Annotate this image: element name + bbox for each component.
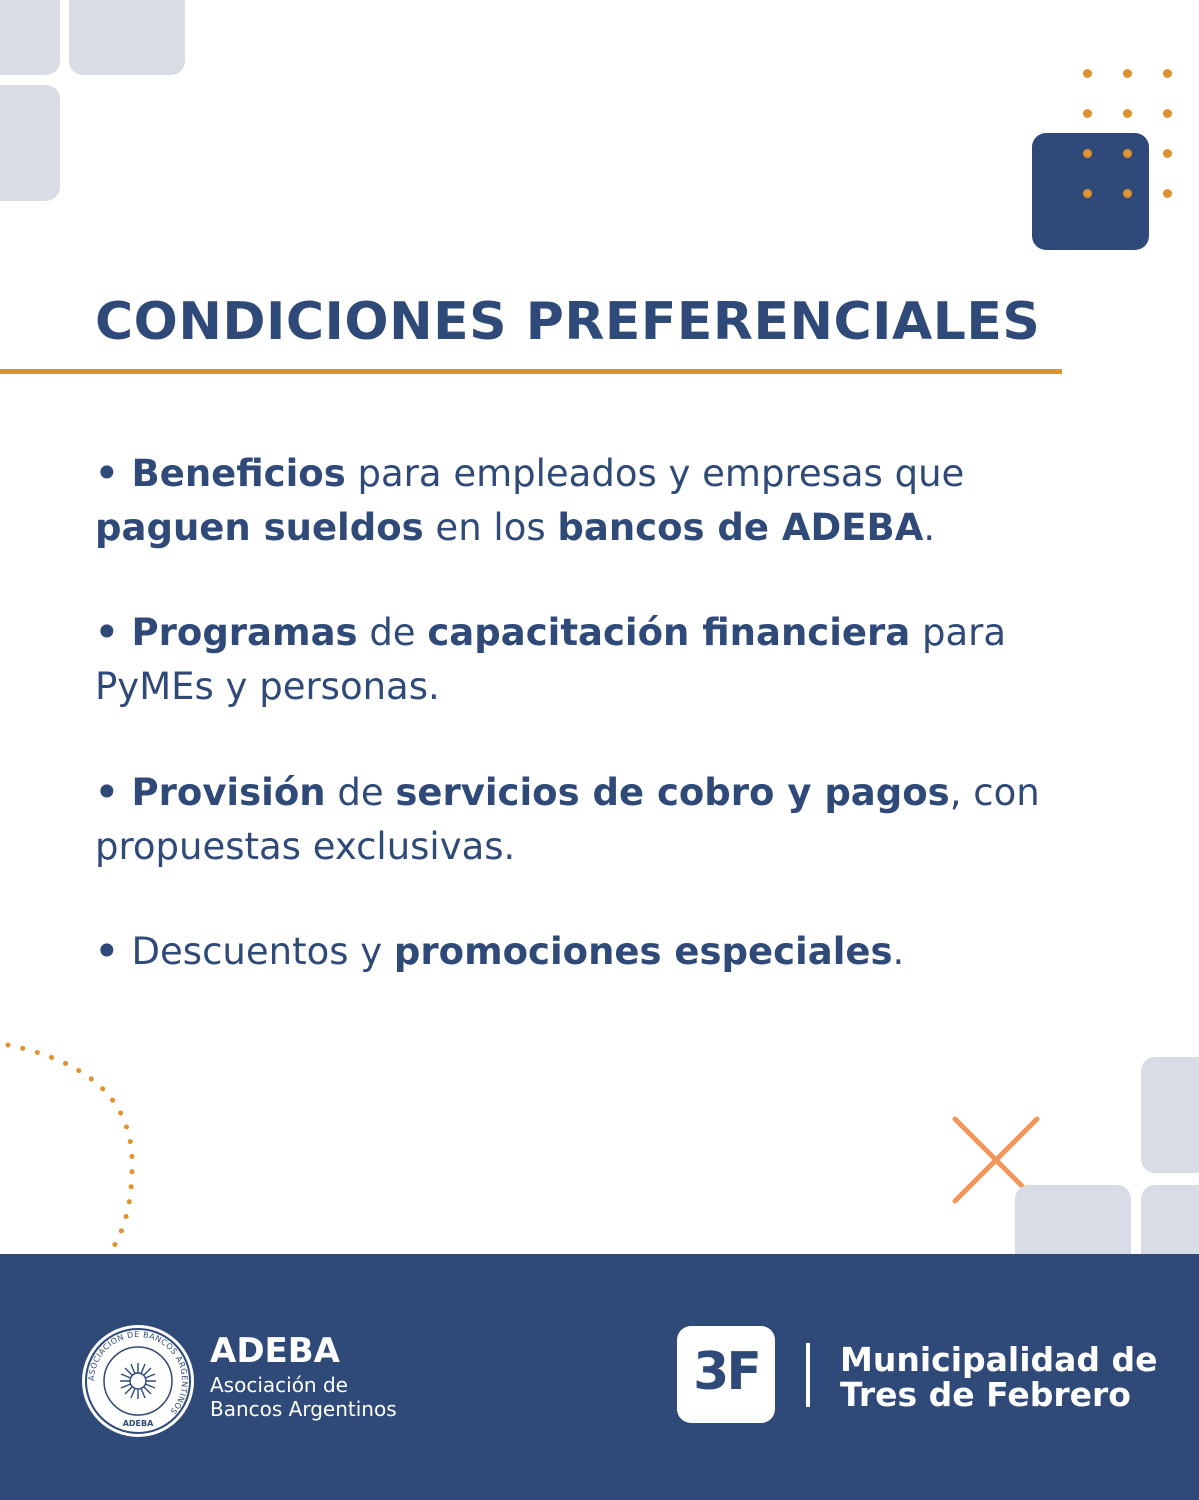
adeba-seal-icon — [80, 1323, 196, 1439]
body-text: , con propuestas exclusivas. — [95, 771, 1040, 868]
emphasis-text: paguen sueldos — [95, 506, 424, 549]
deco-square-top-left-c — [0, 85, 60, 201]
deco-square-top-left-a — [0, 0, 60, 75]
bullet-icon: • — [95, 771, 132, 814]
body-text: de — [357, 611, 428, 654]
municipality-line-2: Tres de Febrero — [840, 1375, 1131, 1414]
deco-square-bottom-right-a — [1141, 1057, 1199, 1173]
emphasis-text: Provisión — [131, 771, 326, 814]
body-text: . — [892, 930, 905, 973]
seal-bottom-text: ADEBA — [122, 1419, 154, 1428]
body-text: en los — [423, 506, 558, 549]
bullet-icon: • — [95, 611, 132, 654]
adeba-name: ADEBA — [210, 1331, 340, 1371]
deco-square-top-left-b — [69, 0, 185, 75]
emphasis-text: capacitación financiera — [427, 611, 911, 654]
body-text: para PyMEs y personas. — [95, 611, 1007, 708]
body-text: . — [923, 506, 936, 549]
benefit-item-3 — [95, 766, 1075, 874]
tf-logo-text: 3F — [693, 1342, 759, 1402]
emphasis-text: Programas — [131, 611, 358, 654]
tres-de-febrero-logo-icon — [677, 1326, 775, 1423]
adeba-subtitle-line-2: Bancos Argentinos — [210, 1397, 397, 1421]
benefit-item-1 — [95, 447, 1075, 555]
emphasis-text: Beneficios — [131, 452, 346, 495]
title-underline — [0, 369, 1062, 374]
emphasis-text: servicios de cobro y pagos — [395, 771, 950, 814]
bullet-icon: • — [95, 930, 132, 973]
page-title: CONDICIONES PREFERENCIALES — [95, 292, 1041, 352]
municipality-line-1: Municipalidad de — [840, 1340, 1158, 1379]
emphasis-text: bancos de ADEBA — [557, 506, 924, 549]
deco-dotted-arc — [0, 1030, 160, 1260]
footer-divider — [806, 1343, 810, 1407]
benefit-item-4 — [95, 925, 1075, 979]
body-text: para empleados y empresas que — [345, 452, 965, 495]
adeba-subtitle-line-1: Asociación de — [210, 1373, 348, 1397]
body-text: Descuentos y — [131, 930, 394, 973]
bullet-icon: • — [95, 452, 132, 495]
benefit-item-2 — [95, 606, 1075, 714]
emphasis-text: promociones especiales — [393, 930, 893, 973]
seal-ring-text: ASOCIACION DE BANCOS ARGENTINOS — [86, 1329, 190, 1417]
body-text: de — [325, 771, 396, 814]
